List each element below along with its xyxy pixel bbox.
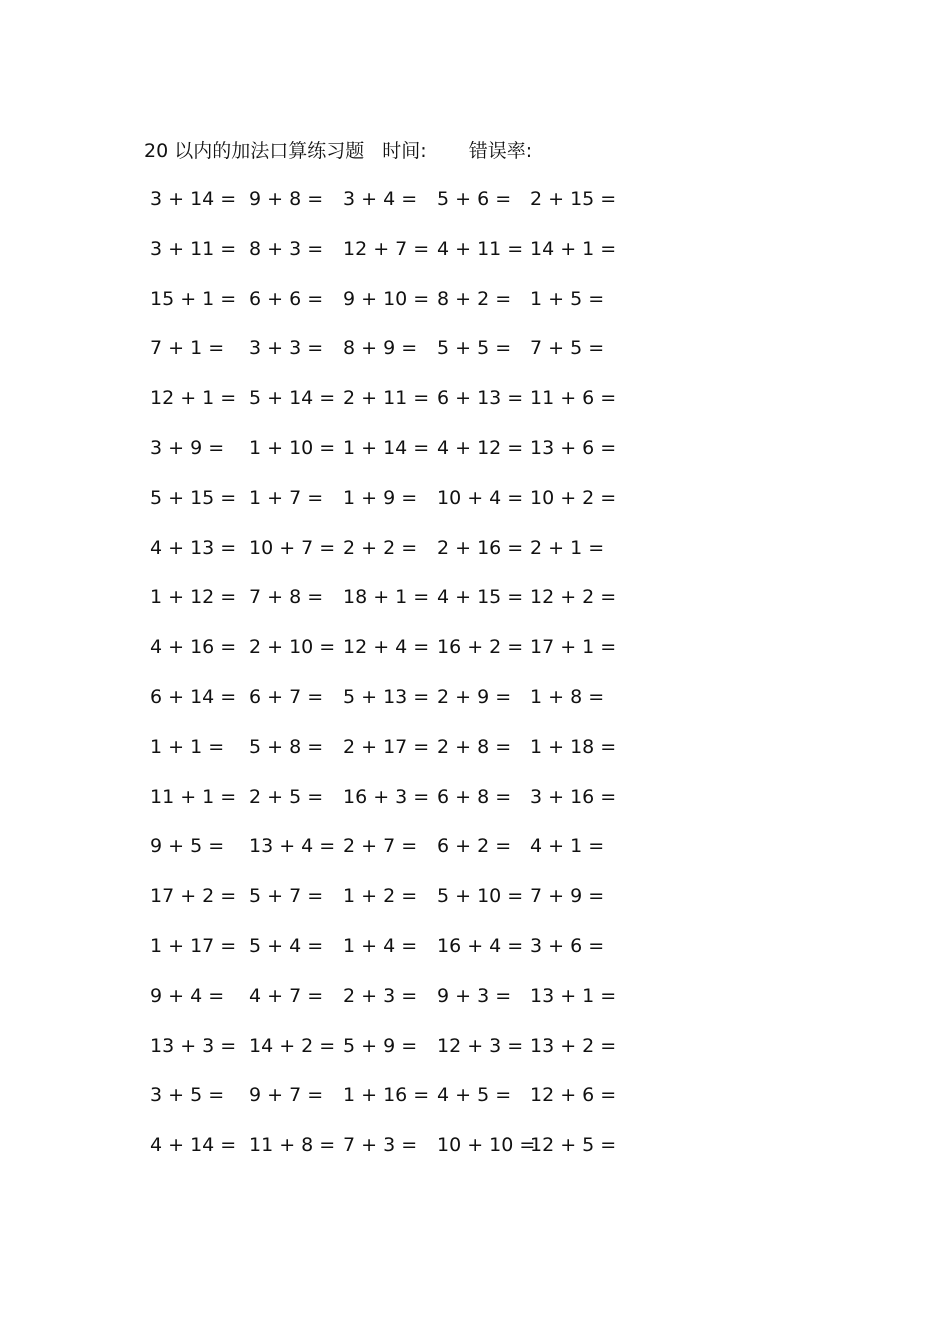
problem-item: 13 + 1 =	[530, 984, 617, 1007]
problem-item: 13 + 4 =	[249, 835, 336, 858]
problem-item: 2 + 10 =	[249, 636, 336, 659]
problem-item: 3 + 16 =	[530, 785, 617, 808]
problem-item: 2 + 9 =	[437, 685, 512, 708]
problem-item: 2 + 7 =	[343, 835, 418, 858]
problem-item: 9 + 8 =	[249, 188, 324, 210]
problem-item: 1 + 10 =	[249, 436, 336, 459]
problem-item: 7 + 5 =	[530, 337, 605, 360]
problem-item: 4 + 5 =	[437, 1084, 512, 1107]
problem-item: 9 + 7 =	[249, 1084, 324, 1107]
worksheet-title: 20 以内的加法口算练习题	[144, 140, 365, 162]
problem-item: 1 + 7 =	[249, 486, 324, 509]
problem-item: 1 + 18 =	[530, 735, 617, 758]
problem-item: 13 + 3 =	[150, 1034, 237, 1057]
problem-item: 1 + 4 =	[343, 934, 418, 957]
problem-item: 1 + 2 =	[343, 885, 418, 908]
problem-item: 9 + 3 =	[437, 984, 512, 1007]
problem-item: 5 + 10 =	[437, 885, 524, 908]
problem-item: 16 + 4 =	[437, 934, 524, 957]
problem-item: 4 + 14 =	[150, 1134, 237, 1157]
problem-item: 5 + 4 =	[249, 934, 324, 957]
problem-item: 5 + 5 =	[437, 337, 512, 360]
problem-item: 3 + 11 =	[150, 237, 237, 260]
problem-item: 4 + 11 =	[437, 237, 524, 260]
problem-item: 6 + 8 =	[437, 785, 512, 808]
problem-item: 1 + 12 =	[150, 586, 237, 609]
problem-item: 2 + 17 =	[343, 735, 430, 758]
problem-item: 17 + 1 =	[530, 636, 617, 659]
problem-item: 3 + 9 =	[150, 436, 225, 459]
problem-item: 14 + 1 =	[530, 237, 617, 260]
problem-item: 6 + 7 =	[249, 685, 324, 708]
problem-item: 6 + 6 =	[249, 287, 324, 310]
problem-item: 4 + 12 =	[437, 436, 524, 459]
problem-item: 12 + 6 =	[530, 1084, 617, 1107]
problem-item: 15 + 1 =	[150, 287, 237, 310]
problem-item: 8 + 3 =	[249, 237, 324, 260]
problem-item: 8 + 9 =	[343, 337, 418, 360]
problem-item: 12 + 7 =	[343, 237, 430, 260]
problem-item: 9 + 4 =	[150, 984, 225, 1007]
problem-item: 2 + 1 =	[530, 536, 605, 559]
problem-item: 5 + 15 =	[150, 486, 237, 509]
problem-item: 5 + 14 =	[249, 387, 336, 410]
problem-item: 7 + 1 =	[150, 337, 225, 360]
problem-item: 13 + 2 =	[530, 1034, 617, 1057]
problem-item: 2 + 2 =	[343, 536, 418, 559]
problem-item: 1 + 9 =	[343, 486, 418, 509]
problem-item: 10 + 2 =	[530, 486, 617, 509]
problem-item: 5 + 13 =	[343, 685, 430, 708]
problem-item: 4 + 13 =	[150, 536, 237, 559]
problem-item: 3 + 6 =	[530, 934, 605, 957]
problem-item: 4 + 7 =	[249, 984, 324, 1007]
problem-item: 5 + 7 =	[249, 885, 324, 908]
problem-item: 2 + 15 =	[530, 188, 617, 210]
problem-item: 7 + 9 =	[530, 885, 605, 908]
problem-item: 9 + 10 =	[343, 287, 430, 310]
problem-item: 1 + 17 =	[150, 934, 237, 957]
problem-item: 12 + 1 =	[150, 387, 237, 410]
problem-item: 5 + 6 =	[437, 188, 512, 210]
problem-item: 5 + 8 =	[249, 735, 324, 758]
problem-item: 3 + 4 =	[343, 188, 418, 210]
problem-item: 2 + 3 =	[343, 984, 418, 1007]
problem-item: 3 + 3 =	[249, 337, 324, 360]
problem-item: 17 + 2 =	[150, 885, 237, 908]
time-label: 时间:	[382, 140, 427, 162]
problem-item: 5 + 9 =	[343, 1034, 418, 1057]
problem-item: 10 + 10 =	[437, 1134, 536, 1157]
problem-item: 10 + 7 =	[249, 536, 336, 559]
worksheet-header	[144, 136, 532, 166]
problem-item: 7 + 3 =	[343, 1134, 418, 1157]
problem-item: 13 + 6 =	[530, 436, 617, 459]
problem-item: 3 + 5 =	[150, 1084, 225, 1107]
problem-item: 16 + 3 =	[343, 785, 430, 808]
problem-item: 1 + 5 =	[530, 287, 605, 310]
problem-item: 18 + 1 =	[343, 586, 430, 609]
problem-item: 12 + 2 =	[530, 586, 617, 609]
error-rate-label: 错误率:	[468, 140, 533, 162]
problem-item: 8 + 2 =	[437, 287, 512, 310]
problem-item: 6 + 14 =	[150, 685, 237, 708]
problem-item: 1 + 8 =	[530, 685, 605, 708]
problem-item: 2 + 5 =	[249, 785, 324, 808]
problem-item: 1 + 1 =	[150, 735, 225, 758]
problem-item: 4 + 1 =	[530, 835, 605, 858]
problem-item: 10 + 4 =	[437, 486, 524, 509]
problem-item: 2 + 8 =	[437, 735, 512, 758]
problem-item: 6 + 13 =	[437, 387, 524, 410]
problem-item: 2 + 16 =	[437, 536, 524, 559]
problem-item: 3 + 14 =	[150, 188, 237, 210]
problem-item: 12 + 4 =	[343, 636, 430, 659]
problem-item: 1 + 14 =	[343, 436, 430, 459]
problem-item: 1 + 16 =	[343, 1084, 430, 1107]
problem-item: 12 + 3 =	[437, 1034, 524, 1057]
problem-item: 11 + 8 =	[249, 1134, 336, 1157]
problem-item: 12 + 5 =	[530, 1134, 617, 1157]
problem-item: 14 + 2 =	[249, 1034, 336, 1057]
problem-item: 4 + 15 =	[437, 586, 524, 609]
problem-item: 16 + 2 =	[437, 636, 524, 659]
problem-item: 11 + 6 =	[530, 387, 617, 410]
problem-item: 6 + 2 =	[437, 835, 512, 858]
problem-item: 2 + 11 =	[343, 387, 430, 410]
problem-item: 9 + 5 =	[150, 835, 225, 858]
problem-item: 11 + 1 =	[150, 785, 237, 808]
problem-item: 7 + 8 =	[249, 586, 324, 609]
problem-item: 4 + 16 =	[150, 636, 237, 659]
